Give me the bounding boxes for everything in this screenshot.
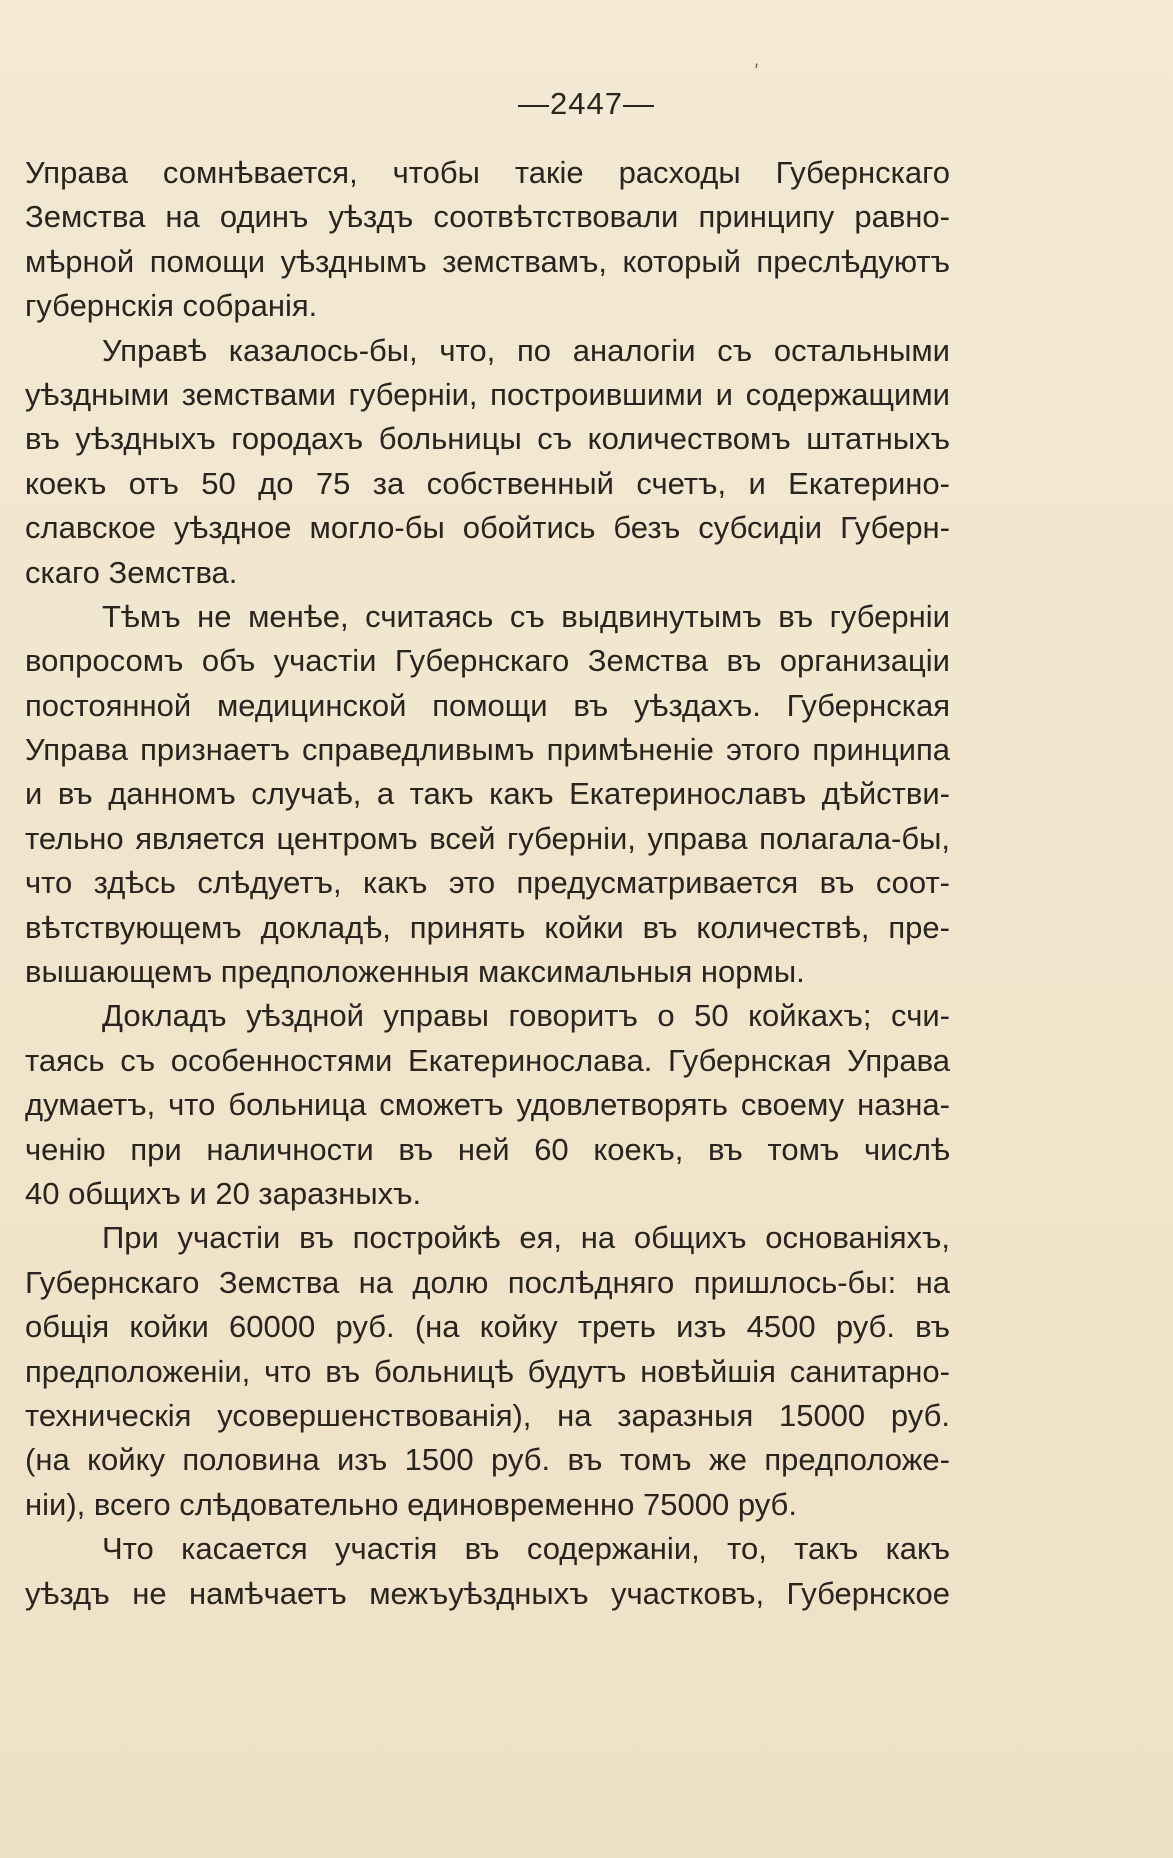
text-line: коекъ отъ 50 до 75 за собственный счетъ, и Екатерино- [25, 465, 950, 501]
text-line: ченію при наличности въ ней 60 коекъ, въ томъ числѣ [25, 1131, 950, 1167]
text-line: что здѣсь слѣдуетъ, какъ это предусматривается въ соот- [25, 865, 950, 901]
text-line: предположеніи, что въ больницѣ будутъ новѣйшія санитарно- [25, 1353, 950, 1389]
text-line: скаго Земства. [25, 554, 238, 590]
text-line: уѣздъ не намѣчаетъ межъуѣздныхъ участковъ, Губернское [25, 1575, 950, 1611]
text-line: общія койки 60000 руб. (на койку треть изъ 4500 руб. въ [25, 1309, 950, 1345]
margin-mark: ʹ [754, 62, 760, 83]
text-line: губернскія собранія. [25, 288, 318, 324]
text-line: ніи), всего слѣдовательно единовременно 75000 руб. [25, 1486, 797, 1522]
text-line: таясь съ особенностями Екатеринослава. Губернская Управа [25, 1042, 950, 1078]
text-line: Докладъ уѣздной управы говоритъ о 50 койкахъ; счи- [102, 998, 950, 1034]
page-number: —2447— [518, 86, 655, 121]
text-line: Управа сомнѣвается, чтобы такіе расходы Губернскаго [25, 155, 950, 190]
text-line: техническія усовершенствованія), на заразныя 15000 руб. [25, 1397, 950, 1433]
text-line: При участіи въ постройкѣ ея, на общихъ основаніяхъ, [102, 1220, 950, 1256]
text-line: постоянной медицинской помощи въ уѣздахъ. Губернская [25, 687, 950, 723]
text-line: вышающемъ предположенныя максимальныя нормы. [25, 954, 805, 990]
text-line: вѣтствующемъ докладѣ, принять койки въ количествѣ, пре- [25, 909, 950, 945]
text-line: Что касается участія въ содержаніи, то, такъ какъ [102, 1531, 950, 1567]
text-line: Губернскаго Земства на долю послѣдняго пришлось-бы: на [25, 1264, 950, 1300]
text-line: вопросомъ объ участіи Губернскаго Земства въ организаціи [25, 643, 950, 679]
text-line: Управа признаетъ справедливымъ примѣненіе этого принципа [25, 732, 950, 768]
text-line: уѣздными земствами губерніи, построившими и содержащими [25, 376, 950, 412]
text-line: Управѣ казалось-бы, что, по аналогіи съ остальными [102, 332, 950, 368]
text-line: мѣрной помощи уѣзднымъ земствамъ, который преслѣдуютъ [25, 243, 950, 279]
text-line: (на койку половина изъ 1500 руб. въ томъ же предположе- [25, 1442, 950, 1478]
text-line: въ уѣздныхъ городахъ больницы съ количествомъ штатныхъ [25, 421, 950, 457]
text-line: Земства на одинъ уѣздъ соотвѣтствовали принципу равно- [25, 199, 950, 235]
text-line: Тѣмъ не менѣе, считаясь съ выдвинутымъ въ губерніи [102, 598, 950, 634]
text-line: 40 общихъ и 20 заразныхъ. [25, 1175, 422, 1211]
text-line: тельно является центромъ всей губерніи, управа полагала-бы, [25, 820, 950, 856]
text-line: думаетъ, что больница сможетъ удовлетворять своему назна- [25, 1087, 950, 1123]
text-line: и въ данномъ случаѣ, а такъ какъ Екатеринославъ дѣйстви- [25, 776, 950, 812]
body-text [25, 151, 950, 1616]
text-line: славское уѣздное могло-бы обойтись безъ субсидіи Губерн- [25, 510, 950, 546]
